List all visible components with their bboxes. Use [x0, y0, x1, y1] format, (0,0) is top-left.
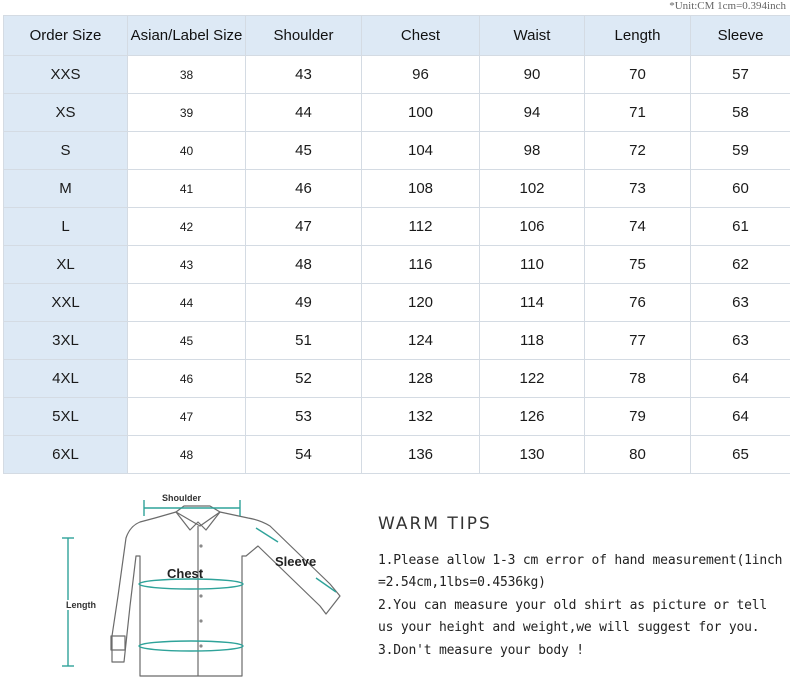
cell-shoulder: 53 [246, 398, 362, 436]
cell-shoulder: 54 [246, 436, 362, 474]
cell-shoulder: 45 [246, 132, 362, 170]
cell-length: 77 [585, 322, 691, 360]
cell-shoulder: 49 [246, 284, 362, 322]
shirt-measurement-diagram [60, 486, 350, 686]
cell-waist: 130 [480, 436, 585, 474]
cell-asian-size: 46 [128, 360, 246, 398]
cell-chest: 128 [362, 360, 480, 398]
cell-asian-size: 47 [128, 398, 246, 436]
button-icon [199, 644, 202, 647]
cell-length: 71 [585, 94, 691, 132]
tips-title: WARM TIPS [378, 514, 492, 534]
cell-asian-size: 41 [128, 170, 246, 208]
cell-waist: 90 [480, 56, 585, 94]
cell-asian-size: 44 [128, 284, 246, 322]
cell-waist: 102 [480, 170, 585, 208]
table-row [4, 398, 790, 436]
cell-length: 79 [585, 398, 691, 436]
unit-note: *Unit:CM 1cm=0.394inch [669, 0, 786, 12]
shirt-illustration [60, 486, 350, 686]
cell-waist: 110 [480, 246, 585, 284]
cell-waist: 126 [480, 398, 585, 436]
cell-shoulder: 52 [246, 360, 362, 398]
header-sleeve: Sleeve [691, 16, 790, 56]
cell-chest: 104 [362, 132, 480, 170]
header-length: Length [585, 16, 691, 56]
cell-chest: 100 [362, 94, 480, 132]
table-row [4, 94, 790, 132]
cell-order-size: 5XL [4, 398, 128, 436]
size-chart-table [3, 15, 790, 474]
cell-sleeve: 62 [691, 246, 790, 284]
cell-shoulder: 51 [246, 322, 362, 360]
cell-sleeve: 60 [691, 170, 790, 208]
table-row [4, 208, 790, 246]
cell-order-size: S [4, 132, 128, 170]
table-row [4, 436, 790, 474]
cell-order-size: 6XL [4, 436, 128, 474]
cell-sleeve: 64 [691, 360, 790, 398]
cell-waist: 98 [480, 132, 585, 170]
cell-shoulder: 44 [246, 94, 362, 132]
tip-item: 3.Don't measure your body ! [378, 643, 584, 658]
cell-chest: 108 [362, 170, 480, 208]
table-body [4, 56, 790, 474]
waist-measure-ellipse [139, 641, 243, 651]
cell-chest: 136 [362, 436, 480, 474]
cell-waist: 114 [480, 284, 585, 322]
chest-label: Chest [167, 566, 204, 581]
cell-order-size: M [4, 170, 128, 208]
table-row [4, 284, 790, 322]
table-row [4, 170, 790, 208]
cell-length: 73 [585, 170, 691, 208]
cell-order-size: XXL [4, 284, 128, 322]
shirt-cuff [111, 636, 125, 650]
cell-chest: 96 [362, 56, 480, 94]
sleeve-label: Sleeve [275, 554, 317, 569]
cell-waist: 122 [480, 360, 585, 398]
cell-waist: 118 [480, 322, 585, 360]
table-row [4, 322, 790, 360]
table-row [4, 246, 790, 284]
warm-tips [378, 514, 788, 663]
button-icon [199, 544, 202, 547]
tip-item: 2.You can measure your old shirt as picture or tell us your height and weight,we will suggest for you. [378, 598, 767, 635]
cell-asian-size: 45 [128, 322, 246, 360]
button-icon [199, 594, 202, 597]
cell-chest: 116 [362, 246, 480, 284]
length-label: Length [66, 600, 96, 610]
cell-order-size: 4XL [4, 360, 128, 398]
cell-waist: 106 [480, 208, 585, 246]
cell-sleeve: 61 [691, 208, 790, 246]
table-row [4, 132, 790, 170]
tip-item: 1.Please allow 1-3 cm error of hand measurement(1inch =2.54cm,1lbs=0.4536kg) [378, 553, 783, 590]
header-chest: Chest [362, 16, 480, 56]
cell-order-size: 3XL [4, 322, 128, 360]
cell-sleeve: 65 [691, 436, 790, 474]
cell-order-size: XL [4, 246, 128, 284]
cell-asian-size: 42 [128, 208, 246, 246]
cell-asian-size: 48 [128, 436, 246, 474]
table-row [4, 56, 790, 94]
cell-asian-size: 43 [128, 246, 246, 284]
cell-sleeve: 57 [691, 56, 790, 94]
cell-asian-size: 40 [128, 132, 246, 170]
cell-chest: 124 [362, 322, 480, 360]
table-header-row [4, 16, 790, 56]
cell-sleeve: 58 [691, 94, 790, 132]
cell-shoulder: 47 [246, 208, 362, 246]
button-icon [199, 619, 202, 622]
cell-length: 76 [585, 284, 691, 322]
cell-length: 70 [585, 56, 691, 94]
cell-order-size: XS [4, 94, 128, 132]
header-asian-size: Asian/Label Size [128, 16, 246, 56]
cell-asian-size: 39 [128, 94, 246, 132]
cell-chest: 120 [362, 284, 480, 322]
cell-chest: 132 [362, 398, 480, 436]
cell-order-size: XXS [4, 56, 128, 94]
cell-sleeve: 59 [691, 132, 790, 170]
cell-length: 74 [585, 208, 691, 246]
cell-shoulder: 46 [246, 170, 362, 208]
cell-sleeve: 63 [691, 284, 790, 322]
cell-asian-size: 38 [128, 56, 246, 94]
cell-length: 78 [585, 360, 691, 398]
cell-length: 72 [585, 132, 691, 170]
cell-length: 80 [585, 436, 691, 474]
cell-shoulder: 48 [246, 246, 362, 284]
cell-waist: 94 [480, 94, 585, 132]
lower-section [0, 478, 790, 698]
shoulder-label: Shoulder [162, 493, 202, 503]
table-row [4, 360, 790, 398]
cell-length: 75 [585, 246, 691, 284]
header-shoulder: Shoulder [246, 16, 362, 56]
shirt-outline [112, 512, 340, 676]
cell-chest: 112 [362, 208, 480, 246]
header-order-size: Order Size [4, 16, 128, 56]
cell-sleeve: 63 [691, 322, 790, 360]
cell-order-size: L [4, 208, 128, 246]
header-waist: Waist [480, 16, 585, 56]
cell-shoulder: 43 [246, 56, 362, 94]
cell-sleeve: 64 [691, 398, 790, 436]
